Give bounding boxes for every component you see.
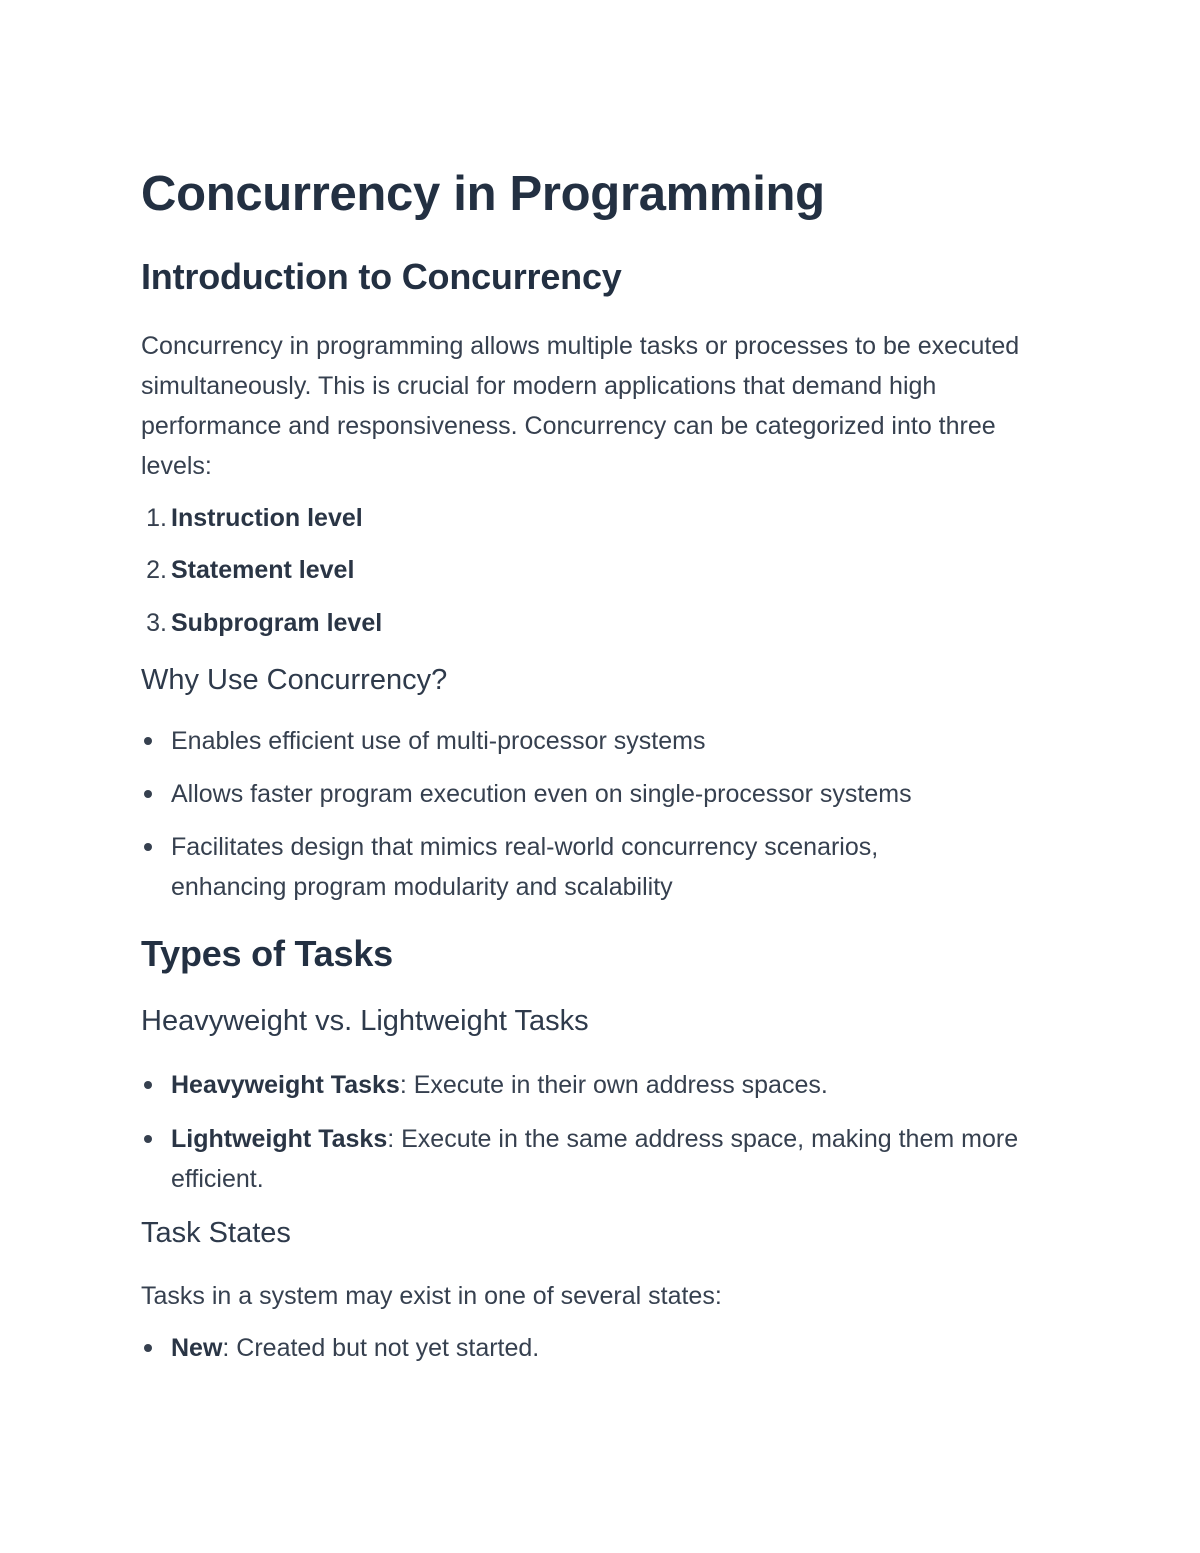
term-description: : Created but not yet started. bbox=[222, 1334, 540, 1362]
heading-task-states: Task States bbox=[141, 1217, 291, 1249]
heading-heavyweight-vs-lightweight: Heavyweight vs. Lightweight Tasks bbox=[141, 1005, 589, 1037]
list-item-label: Subprogram level bbox=[171, 609, 383, 637]
heading-types-of-tasks: Types of Tasks bbox=[141, 933, 393, 974]
list-number: 1. bbox=[146, 504, 167, 532]
list-item-text bbox=[171, 1119, 1031, 1199]
list-item-text: Enables efficient use of multi-processor systems bbox=[171, 727, 706, 755]
list-item-text bbox=[171, 1065, 1031, 1105]
heading-introduction: Introduction to Concurrency bbox=[141, 256, 622, 297]
list-item bbox=[141, 827, 1041, 907]
list-item-label: Statement level bbox=[171, 556, 355, 584]
bullet-icon bbox=[144, 790, 152, 798]
bullet-icon bbox=[144, 1081, 152, 1089]
heading-why-use-concurrency: Why Use Concurrency? bbox=[141, 664, 448, 696]
bullet-icon bbox=[144, 1135, 152, 1143]
term-description: : Execute in the same address space, making them more efficient. bbox=[171, 1125, 1019, 1193]
list-item bbox=[141, 721, 1041, 761]
list-item-text bbox=[171, 1328, 1031, 1368]
list-number: 3. bbox=[146, 609, 167, 637]
bullet-icon bbox=[144, 737, 152, 745]
list-item bbox=[141, 1065, 1041, 1105]
list-item-label: Instruction level bbox=[171, 504, 363, 532]
term-description: : Execute in their own address spaces. bbox=[399, 1071, 828, 1099]
task-states-paragraph: Tasks in a system may exist in one of several states: bbox=[141, 1282, 722, 1310]
list-item-text: Facilitates design that mimics real-world concurrency scenarios, enhancing program modularity and scalability bbox=[171, 833, 879, 901]
list-item bbox=[141, 774, 1041, 814]
term-label: Heavyweight Tasks bbox=[171, 1071, 400, 1099]
list-item-text: Allows faster program execution even on single-processor systems bbox=[171, 780, 912, 808]
list-item bbox=[141, 603, 1041, 643]
bullet-icon bbox=[144, 1344, 152, 1352]
list-item bbox=[141, 498, 1041, 538]
list-item bbox=[141, 550, 1041, 590]
term-label: New bbox=[171, 1334, 223, 1362]
term-label: Lightweight Tasks bbox=[171, 1125, 388, 1153]
list-item bbox=[141, 1328, 1041, 1368]
list-number: 2. bbox=[146, 556, 167, 584]
bullet-icon bbox=[144, 843, 152, 851]
page-title: Concurrency in Programming bbox=[141, 167, 825, 221]
list-item bbox=[141, 1119, 1041, 1199]
intro-paragraph: Concurrency in programming allows multiple tasks or processes to be executed simultaneously. This is crucial for modern applications that demand high performance and responsiveness. Concurrency can be categorized into three levels: bbox=[141, 332, 1020, 480]
